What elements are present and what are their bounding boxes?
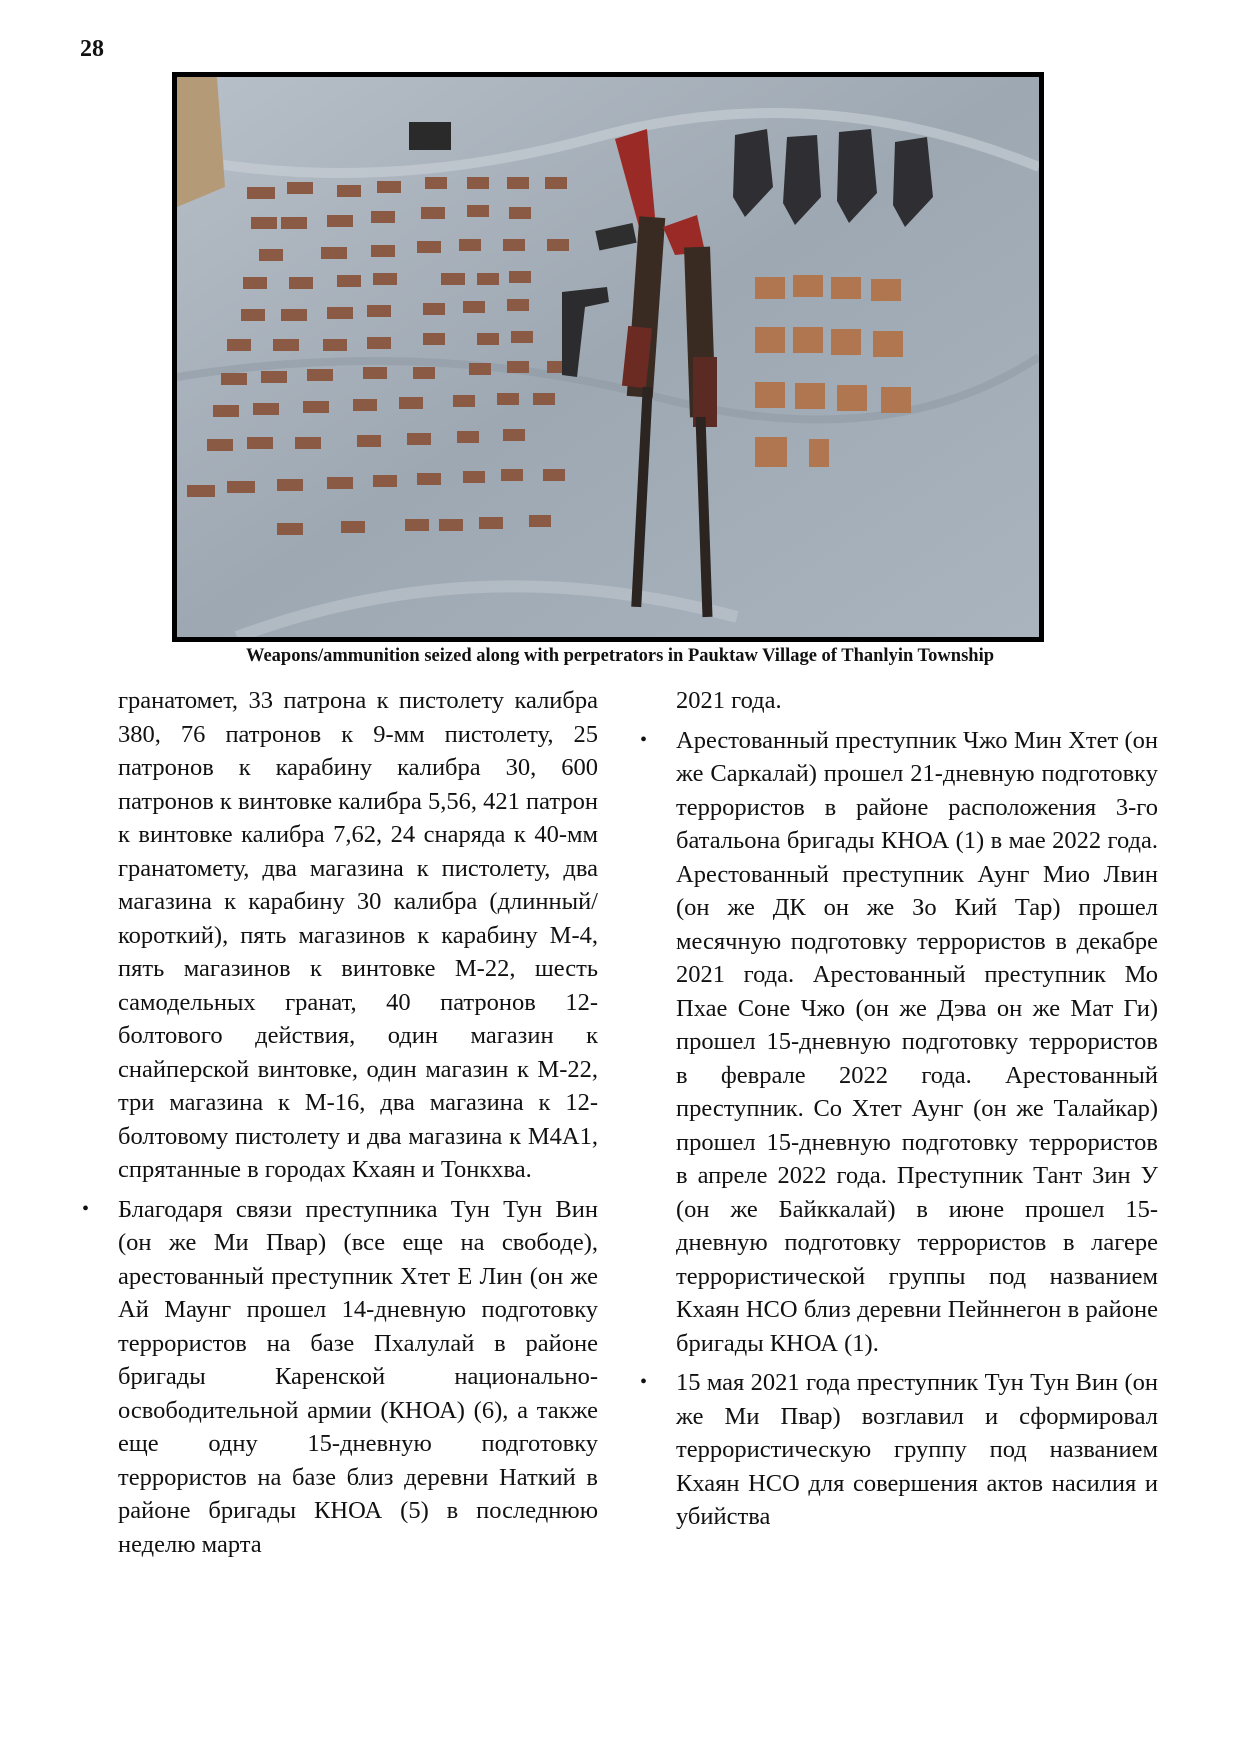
list-item [82, 1193, 598, 1562]
list-item-text: 15 мая 2021 года преступник Тун Тун Вин (он же Ми Пвар) возглавил и сформировал террористическую группу под названием Кхаян НСО для совершения актов насилия и убийства [676, 1369, 1158, 1530]
bullet-icon: • [82, 1197, 90, 1220]
photo-illustration [177, 77, 1039, 637]
left-bullet-list [82, 1193, 598, 1562]
list-item [640, 1366, 1158, 1534]
right-intro-paragraph: 2021 года. [676, 687, 782, 714]
photo-caption: Weapons/ammunition seized along with perpetrators in Pauktaw Village of Thanlyin Township [245, 646, 994, 666]
seized-weapons-photo [172, 72, 1044, 642]
bullet-icon: • [640, 1371, 648, 1393]
bullet-icon: • [640, 728, 648, 751]
list-item [640, 724, 1158, 1361]
left-column [82, 684, 598, 1567]
right-column [640, 684, 1158, 1540]
list-item-text: Благодаря связи преступника Тун Тун Вин (он же Ми Пвар) (все еще на свободе), арестованный преступник Хтет Е Лин (он же Ай Маунг прошел 14-дневную подготовку террористов на базе Пхалулай в районе бригады Каренской национально-освободительной армии (КНОА) (6), а также еще одну 15-дневную подготовку террористов на базе близ деревни Наткий в районе бригады КНОА (5) в последнюю неделю марта [118, 1195, 598, 1558]
list-item-text: Арестованный преступник Чжо Мин Хтет (он же Саркалай) прошел 21-дневную подготовку террористов в районе расположения 3-го батальона бригады КНОА (1) в мае 2022 года. Арестованный преступник Аунг Мио Лвин (он же ДК он же Зо Кий Тар) прошел месячную подготовку террористов в декабре 2021 года. Арестованный преступник Мо Пхае Соне Чжо (он же Дэва он же Мат Ги) прошел 15-дневную подготовку террористов в феврале 2022 года. Арестованный преступник. Со Хтет Аунг (он же Талайкар) прошел 15-дневную подготовку террористов в апреле 2022 года. Преступник Тант Зин У (он же Байккалай) в июне прошел 15-дневную подготовку террористов в лагере террористической группы под названием Кхаян НСО близ деревни Пейннегон в районе бригады КНОА (1). [676, 726, 1158, 1357]
page-number: 28 [80, 36, 104, 62]
right-bullet-list [640, 724, 1158, 1534]
left-intro-paragraph: гранатомет, 33 патрона к пистолету калибра 380, 76 патронов к 9-мм пистолету, 25 патронов к карабину калибра 30, 600 патронов к винтовке калибра 5,56, 421 патрон к винтовке калибра 7,62, 24 снаряда к 40-мм гранатомету, два магазина к пистолету, два магазина к карабину 30 калибра (длинный/короткий), пять магазинов к карабину М-4, пять магазинов к винтовке М-22, шесть самодельных гранат, 40 патронов 12-болтового действия, один магазин к снайперской винтовке, один магазин к М-22, три магазина к М-16, два магазина к 12-болтовому пистолету и два магазина к М4А1, спрятанные в городах Кхаян и Тонкхва. [118, 687, 598, 1183]
